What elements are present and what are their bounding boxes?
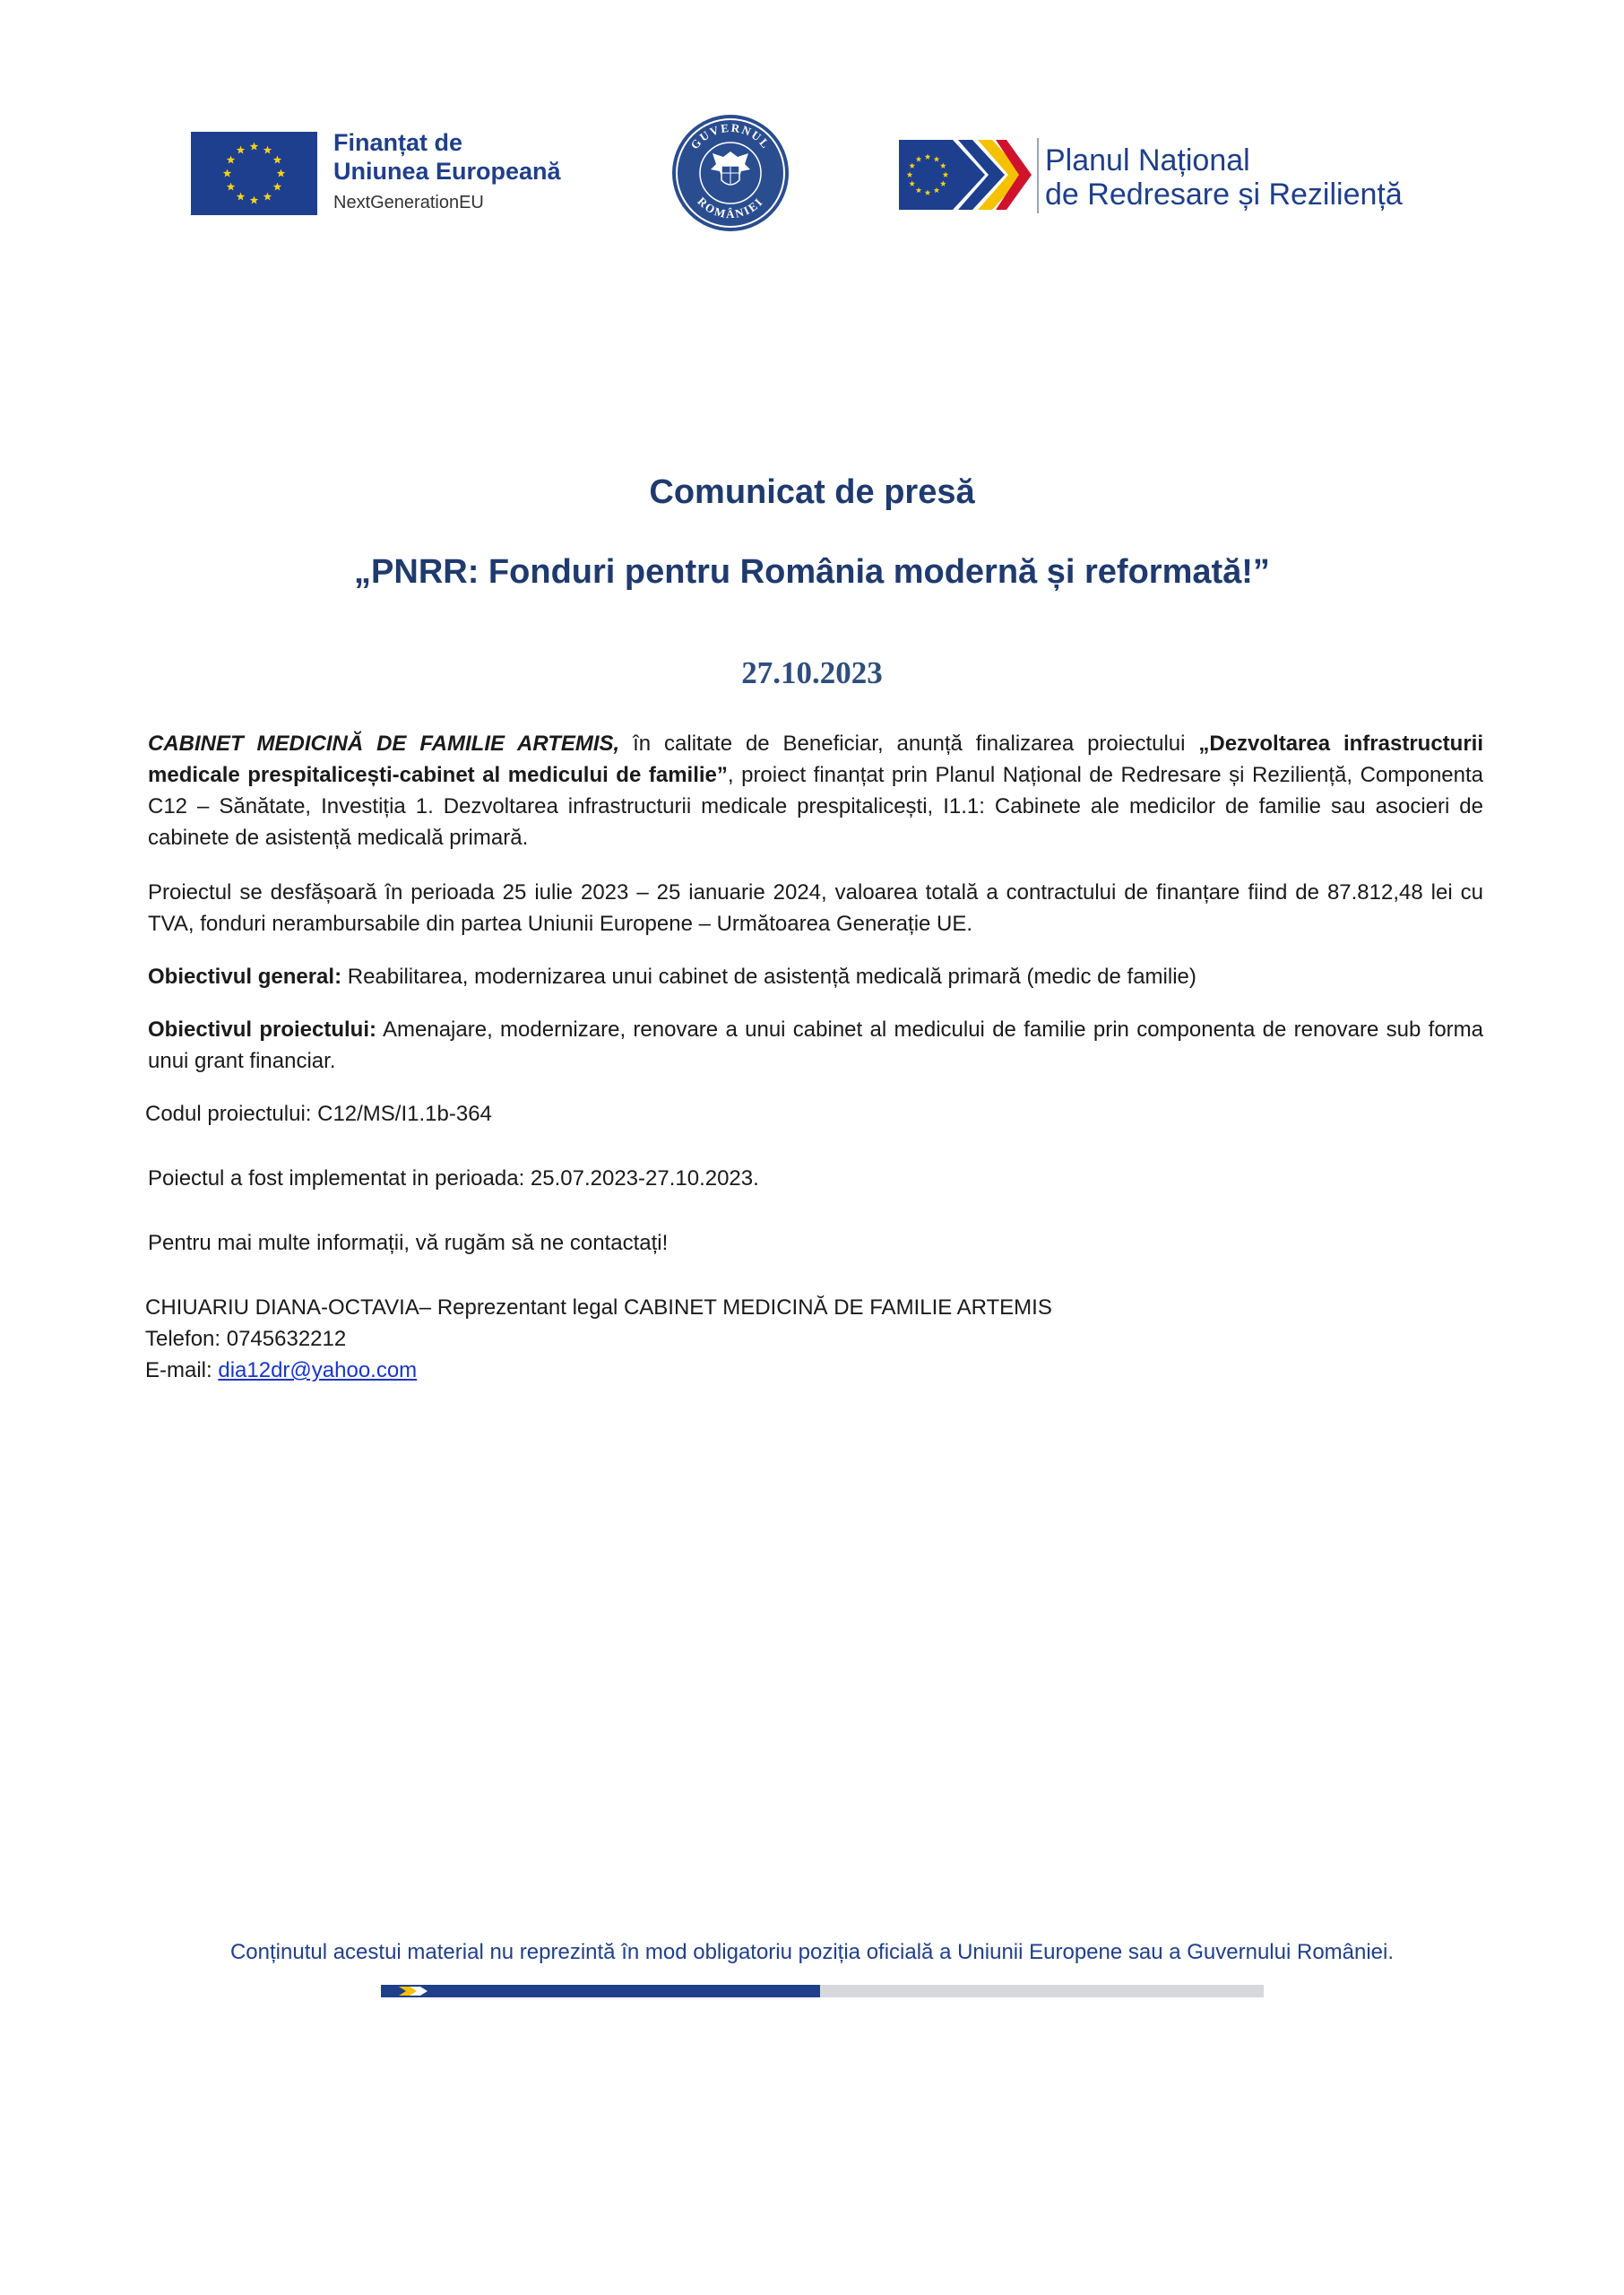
beneficiary-name: CABINET MEDICINĂ DE FAMILIE ARTEMIS, bbox=[148, 732, 620, 756]
email-link[interactable]: dia12dr@yahoo.com bbox=[218, 1358, 418, 1382]
contact-block bbox=[145, 1292, 1052, 1386]
seal-top-text: GUVERNUL bbox=[687, 120, 773, 152]
eu-label-line1: Finanțat de bbox=[333, 129, 463, 156]
project-objective-label: Obiectivul proiectului: bbox=[148, 1018, 377, 1042]
press-release-date: 27.10.2023 bbox=[741, 655, 883, 690]
project-code: Codul proiectului: C12/MS/I1.1b-364 bbox=[145, 1102, 492, 1126]
paragraph-project-objective bbox=[148, 1014, 1483, 1077]
eu-label-line2: Uniunea Europeană bbox=[333, 158, 561, 185]
intro-text-b: , proiect finanțat prin Planul Național de Redresare și Reziliență, Componenta C12 – Sănătate, Investiția 1. Dezvoltarea infrastructurii medicale prespitalicești, I1.1: Cabinete ale medicilor de familie sau asocieri de cabinete de asistență medicală primară. bbox=[148, 763, 1483, 850]
footer-bar-icon bbox=[381, 1982, 1264, 1998]
eu-flag-logo bbox=[191, 132, 317, 215]
paragraph-project-period: Proiectul se desfășoară în perioada 25 iulie 2023 – 25 ianuarie 2024, valoarea totală a contractului de finanțare fiind de 87.812,48 lei cu TVA, fonduri nerambursabile din partea Uniunii Europene – Următoarea Generație UE. bbox=[148, 880, 1483, 936]
general-objective-text: Reabilitarea, modernizarea unui cabinet de asistență medicală primară (medic de familie) bbox=[341, 965, 1196, 989]
paragraph-project-intro bbox=[148, 728, 1483, 853]
eu-flag-icon bbox=[191, 132, 317, 215]
general-objective-label: Obiectivul general: bbox=[148, 965, 342, 989]
romanian-coat-of-arms-icon bbox=[669, 112, 791, 234]
eu-label-line3: NextGenerationEU bbox=[333, 193, 484, 212]
email-label: E-mail: bbox=[145, 1358, 219, 1382]
eu-funding-label bbox=[333, 131, 561, 212]
footer-disclaimer: Conținutul acestui material nu reprezintă în mod obligatoriu poziția oficială a Uniunii Europene sau a Guvernului României. bbox=[229, 1940, 1395, 1964]
footer-decorative-bar bbox=[381, 1982, 1264, 1998]
pnrr-label-line2: de Redresare și Reziliență bbox=[1045, 178, 1403, 212]
pnrr-label-line1: Planul Național bbox=[1045, 143, 1250, 178]
seal-bottom-text: ROMÂNIEI bbox=[695, 194, 766, 221]
press-release-slogan: „PNRR: Fonduri pentru România modernă și reformată!” bbox=[354, 553, 1270, 591]
contact-email-line bbox=[145, 1355, 1052, 1386]
pnrr-flag-arrows-icon bbox=[899, 136, 1032, 213]
pnrr-logo-divider bbox=[1037, 138, 1039, 213]
pnrr-logo-label bbox=[1045, 143, 1403, 212]
implementation-period: Poiectul a fost implementat in perioada: 25.07.2023-27.10.2023. bbox=[148, 1166, 759, 1191]
project-objective-text: Amenajare, modernizare, renovare a unui cabinet al medicului de familie prin componenta de renovare sub forma unui grant financiar. bbox=[148, 1018, 1484, 1073]
project-name: „Dezvoltarea infrastructurii medicale prespitalicești-cabinet al medicului de familie” bbox=[148, 732, 1484, 787]
paragraph-general-objective bbox=[148, 961, 1483, 992]
contact-phone: Telefon: 0745632212 bbox=[145, 1327, 347, 1351]
romanian-government-seal bbox=[669, 112, 791, 234]
legal-representative: CHIUARIU DIANA-OCTAVIA– Reprezentant legal CABINET MEDICINĂ DE FAMILIE ARTEMIS bbox=[145, 1295, 1052, 1320]
pnrr-logo-mark bbox=[899, 136, 1032, 213]
more-info-text: Pentru mai multe informații, vă rugăm să ne contactați! bbox=[148, 1231, 669, 1255]
intro-text-a: în calitate de Beneficiar, anunță finalizarea proiectului bbox=[619, 732, 1199, 756]
press-release-title: Comunicat de presă bbox=[649, 473, 975, 511]
